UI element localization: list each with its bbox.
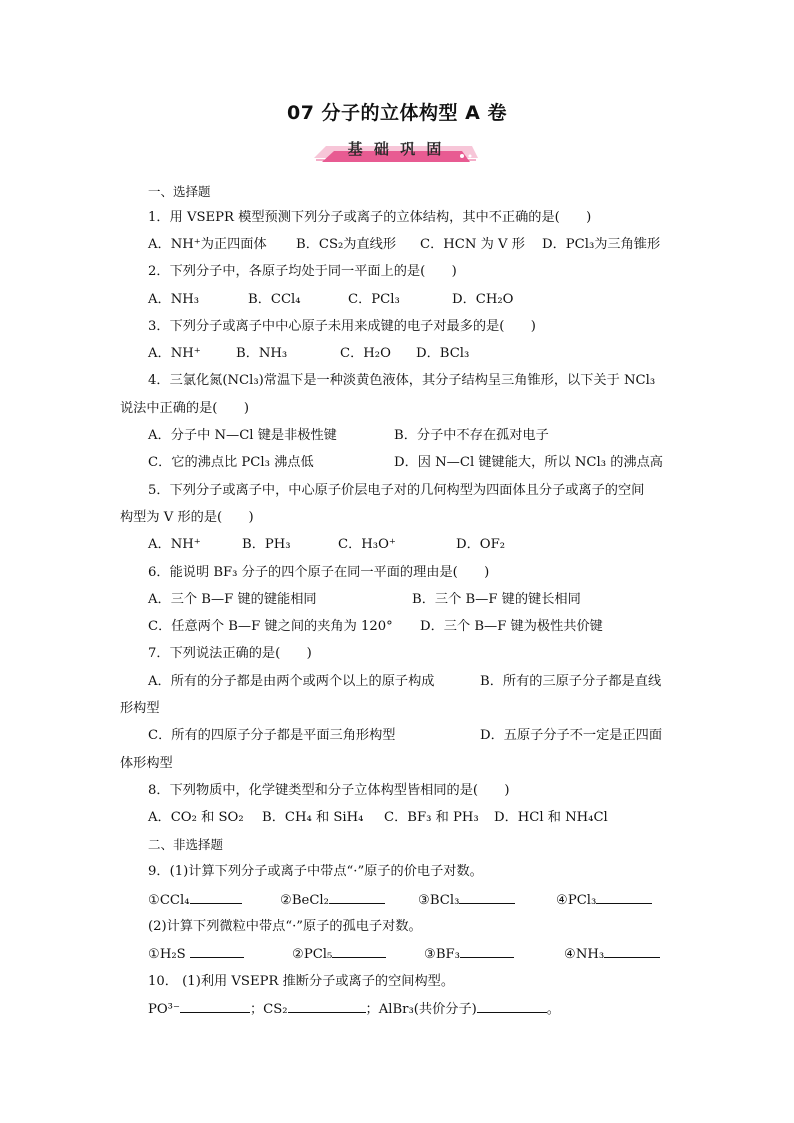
q9-item-1 (148, 891, 242, 910)
question-10: 10． (1)利用 VSEPR 推断分子或离子的空间构型。 (148, 974, 455, 989)
banner-title: 基 础 巩 固 (347, 140, 445, 158)
q9-item-4-label: ④PCl₃ (556, 893, 597, 908)
q10-answer-line (148, 1000, 560, 1019)
question-7: 7．下列说法正确的是( ) (148, 646, 312, 661)
q1-option-b: B．CS₂为直线形 (296, 237, 397, 252)
q1-option-c: C．HCN 为 V 形 (420, 237, 525, 252)
q7-option-a: A．所有的分子都是由两个或两个以上的原子构成 (148, 674, 435, 689)
q3-option-d: D．BCl₃ (416, 346, 470, 361)
question-4-line-1: 4．三氯化氮(NCl₃)常温下是一种淡黄色液体，其分子结构呈三角锥形，以下关于 NCl₃ (148, 373, 656, 388)
q3-option-b: B．NH₃ (236, 346, 288, 361)
q8-option-c: C．BF₃ 和 PH₃ (384, 810, 479, 825)
q1-option-d: D．PCl₃为三角锥形 (542, 237, 661, 252)
q9-item-6-blank[interactable] (332, 945, 386, 958)
q5-option-c: C．H₃O⁺ (338, 537, 396, 552)
q9-item-3 (418, 891, 515, 910)
q9-item-3-label: ③BCl₃ (418, 893, 460, 908)
q10-end-mark: 。 (546, 1002, 560, 1017)
q7-option-d-line-1: D．五原子分子不一定是正四面 (480, 728, 663, 743)
section-heading-choice: 一、选择题 (148, 184, 211, 199)
q4-option-d: D．因 N—Cl 键键能大，所以 NCl₃ 的沸点高 (394, 455, 663, 470)
q9-item-8-label: ④NH₃ (564, 947, 605, 962)
q8-option-d: D．HCl 和 NH₄Cl (494, 810, 608, 825)
q6-option-b: B．三个 B—F 键的键长相同 (412, 592, 581, 607)
question-1: 1．用 VSEPR 模型预测下列分子或离子的立体结构，其中不正确的是( ) (148, 210, 592, 225)
q7-option-d-line-2: 体形构型 (120, 756, 173, 771)
question-4-line-2: 说法中正确的是( ) (120, 401, 249, 416)
q10-item-2-blank[interactable] (288, 1000, 366, 1013)
question-6: 6．能说明 BF₃ 分子的四个原子在同一平面的理由是( ) (148, 565, 490, 580)
q5-option-a: A．NH⁺ (148, 537, 201, 552)
question-2: 2．下列分子中，各原子均处于同一平面上的是( ) (148, 264, 457, 279)
q10-item-3-label: ；AlBr₃(共价分子) (365, 1002, 477, 1017)
q7-option-b-line-1: B．所有的三原子分子都是直线 (480, 674, 662, 689)
q6-option-d: D．三个 B—F 键为极性共价键 (420, 619, 603, 634)
q7-option-b-line-2: 形构型 (120, 701, 160, 716)
q9-item-2-label: ②BeCl₂ (280, 893, 329, 908)
q9-item-6 (292, 945, 386, 964)
q9-item-7-label: ③BF₃ (424, 947, 460, 962)
q3-option-c: C．H₂O (340, 346, 391, 361)
q9-item-1-label: ①CCl₄ (148, 893, 190, 908)
q2-option-b: B．CCl₄ (248, 292, 301, 307)
q6-option-a: A．三个 B—F 键的键能相同 (148, 592, 317, 607)
q8-option-a: A．CO₂ 和 SO₂ (148, 810, 244, 825)
q1-option-a: A．NH⁺为正四面体 (148, 237, 267, 252)
q10-item-1-blank[interactable] (180, 1000, 250, 1013)
q9-item-5 (148, 945, 244, 964)
question-5-line-1: 5．下列分子或离子中，中心原子价层电子对的几何构型为四面体且分子或离子的空间 (148, 483, 645, 498)
q9-item-1-blank[interactable] (190, 891, 242, 904)
q5-option-d: D．OF₂ (456, 537, 506, 552)
q7-option-c: C．所有的四原子分子都是平面三角形构型 (148, 728, 396, 743)
question-3: 3．下列分子或离子中中心原子未用来成键的电子对最多的是( ) (148, 319, 536, 334)
q9-item-8-blank[interactable] (604, 945, 660, 958)
q2-option-c: C．PCl₃ (348, 292, 400, 307)
q9-item-2-blank[interactable] (329, 891, 385, 904)
q9-item-4 (556, 891, 652, 910)
q9-item-8 (564, 945, 660, 964)
q6-option-c: C．任意两个 B—F 键之间的夹角为 120° (148, 619, 393, 634)
q3-option-a: A．NH⁺ (148, 346, 201, 361)
q10-item-2-label: ；CS₂ (249, 1002, 288, 1017)
question-9-part-2: (2)计算下列微粒中带点“·”原子的孤电子对数。 (148, 919, 422, 934)
q2-option-a: A．NH₃ (148, 292, 200, 307)
question-5-line-2: 构型为 V 形的是( ) (120, 510, 254, 525)
q5-option-b: B．PH₃ (242, 537, 291, 552)
section-banner (312, 136, 480, 166)
page-title: 07 分子的立体构型 A 卷 (287, 102, 507, 124)
q9-item-5-label: ①H₂S (148, 947, 186, 962)
section-heading-nonchoice: 二、非选择题 (148, 837, 224, 852)
q9-item-2 (280, 891, 385, 910)
q9-item-3-blank[interactable] (459, 891, 515, 904)
q9-item-5-blank[interactable] (190, 945, 244, 958)
question-8: 8．下列物质中，化学键类型和分子立体构型皆相同的是( ) (148, 783, 510, 798)
q10-item-3-blank[interactable] (477, 1000, 547, 1013)
question-9-part-1: 9．(1)计算下列分子或离子中带点“·”原子的价电子对数。 (148, 864, 483, 879)
q9-item-7 (424, 945, 514, 964)
q9-item-4-blank[interactable] (596, 891, 652, 904)
q10-item-1-label: PO³⁻ (148, 1002, 180, 1017)
q4-option-a: A．分子中 N—Cl 键是非极性键 (148, 428, 337, 443)
q9-item-6-label: ②PCl₅ (292, 947, 333, 962)
q2-option-d: D．CH₂O (452, 292, 514, 307)
q9-item-7-blank[interactable] (460, 945, 514, 958)
q8-option-b: B．CH₄ 和 SiH₄ (262, 810, 364, 825)
q4-option-b: B．分子中不存在孤对电子 (394, 428, 549, 443)
q4-option-c: C．它的沸点比 PCl₃ 沸点低 (148, 455, 314, 470)
